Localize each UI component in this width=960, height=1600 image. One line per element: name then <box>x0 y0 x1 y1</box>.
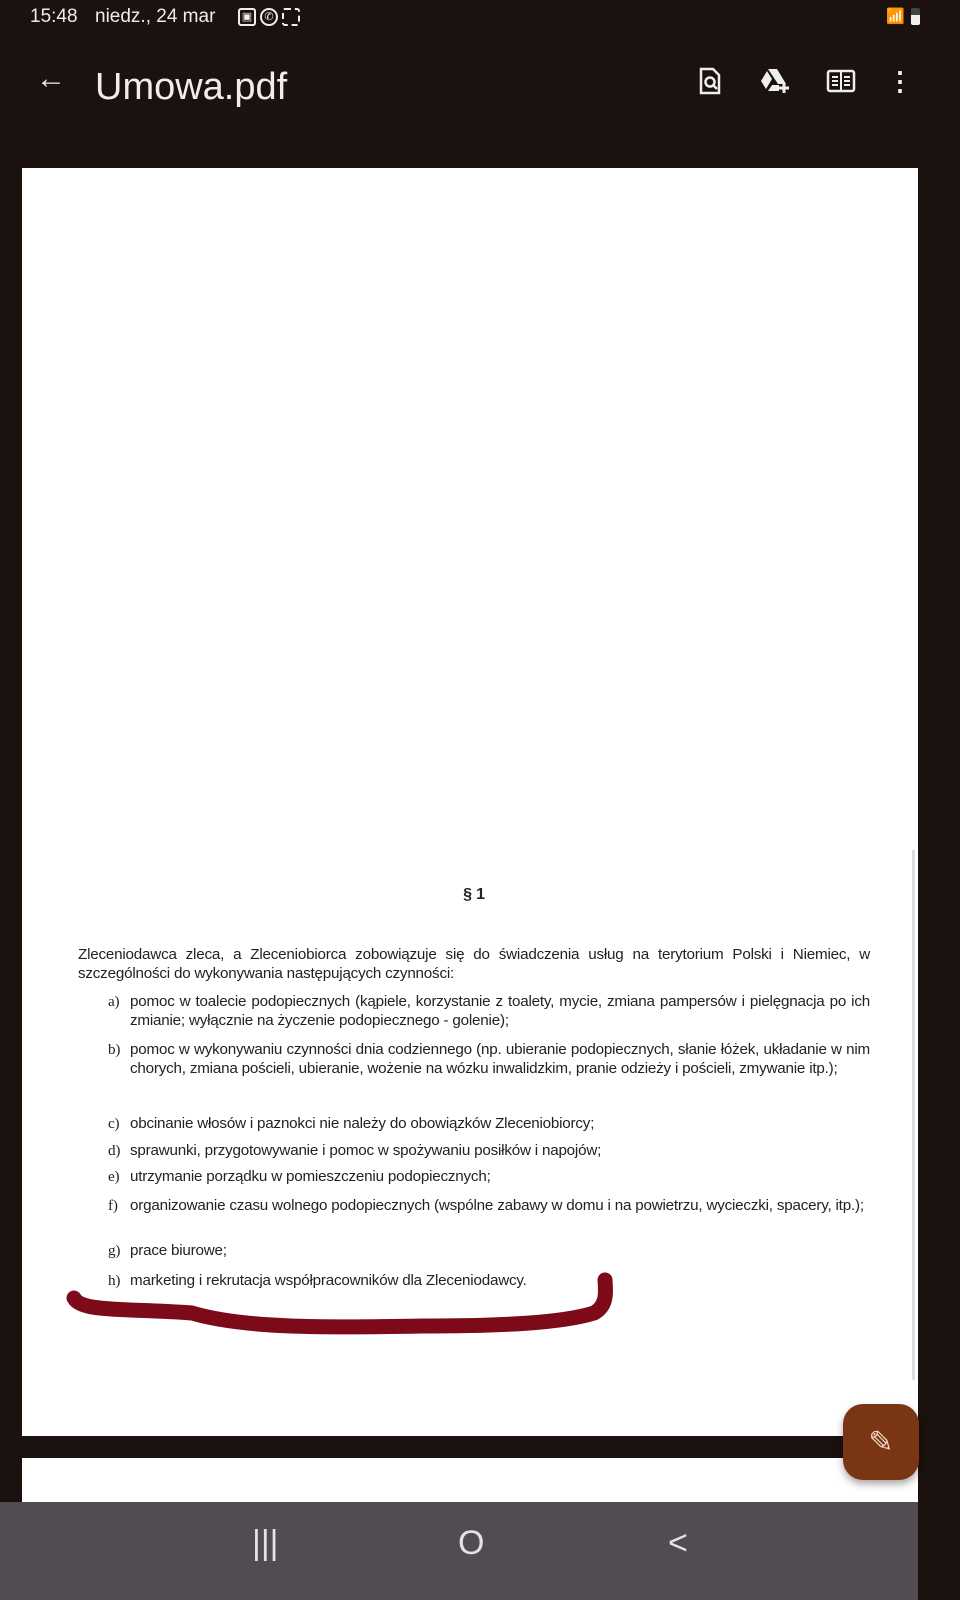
item-label: a) <box>108 993 120 1010</box>
item-text: sprawunki, przygotowywanie i pomoc w spożywaniu posiłków i napojów; <box>130 1142 602 1159</box>
item-text: marketing i rekrutacja współpracowników dla Zleceniodawcy. <box>130 1272 527 1289</box>
item-text: obcinanie włosów i paznokci nie należy do obowiązków Zleceniobiorcy; <box>130 1115 595 1132</box>
more-vert-icon[interactable]: ⋮ <box>887 65 913 96</box>
pdf-page[interactable] <box>22 168 918 1436</box>
reading-mode-icon[interactable] <box>824 64 858 98</box>
recents-button[interactable]: ||| <box>252 1524 279 1562</box>
clock: 15:48 <box>30 6 78 27</box>
wifi-icon: 📶 <box>886 8 905 25</box>
item-label: c) <box>108 1115 120 1132</box>
document-title: Umowa.pdf <box>95 66 288 108</box>
item-label: b) <box>108 1041 121 1058</box>
item-text: organizowanie czasu wolnego podopiecznych (wspólne zabawy w domu i na powietrzu, wycieczki, spacery, itp.); <box>130 1197 864 1214</box>
item-label: g) <box>108 1242 121 1259</box>
back-button[interactable]: < <box>668 1524 688 1562</box>
item-label: f) <box>108 1197 118 1214</box>
battery-icon <box>911 8 920 25</box>
ink-underline-annotation <box>22 168 918 1436</box>
item-label: h) <box>108 1272 121 1289</box>
next-pdf-page[interactable] <box>22 1458 918 1508</box>
home-button[interactable]: O <box>458 1524 485 1562</box>
app-notification-icon <box>282 8 300 26</box>
whatsapp-notification-icon: ✆ <box>260 8 278 26</box>
add-to-drive-icon[interactable] <box>758 64 792 98</box>
scrollbar[interactable] <box>912 850 915 1380</box>
date: niedz., 24 mar <box>95 6 216 27</box>
gallery-notification-icon: ▣ <box>238 8 256 26</box>
item-label: e) <box>108 1168 120 1185</box>
item-text: prace biurowe; <box>130 1242 227 1259</box>
find-in-document-icon[interactable] <box>693 64 727 98</box>
intro-paragraph: Zleceniodawca zleca, a Zleceniobiorca zobowiązuje się do świadczenia usług na terytorium Polski i Niemiec, w szczególności do wykonywania następujących czynności: <box>78 946 870 982</box>
status-bar <box>0 0 960 36</box>
item-label: d) <box>108 1142 121 1159</box>
edit-annotate-icon[interactable]: ✎ <box>843 1404 919 1480</box>
arrow-left-icon[interactable]: ← <box>36 62 66 95</box>
item-text: pomoc w wykonywaniu czynności dnia codziennego (np. ubieranie podopiecznych, słanie łóżek, układanie w nim chorych, zmiana pościeli, ubieranie, wożenie na wózku inwalidzkim, pranie odzieży i pościeli, zmywanie itp.); <box>130 1041 870 1077</box>
item-text: utrzymanie porządku w pomieszczeniu podopiecznych; <box>130 1168 491 1185</box>
navigation-bar <box>0 1502 918 1600</box>
app-toolbar <box>0 50 960 130</box>
item-text: pomoc w toalecie podopiecznych (kąpiele, korzystanie z toalety, mycie, zmiana pampersów i pielęgnacja po ich zmianie; wyłącznie na życzenie podopiecznego - golenie); <box>130 993 870 1029</box>
section-heading: § 1 <box>463 886 485 903</box>
